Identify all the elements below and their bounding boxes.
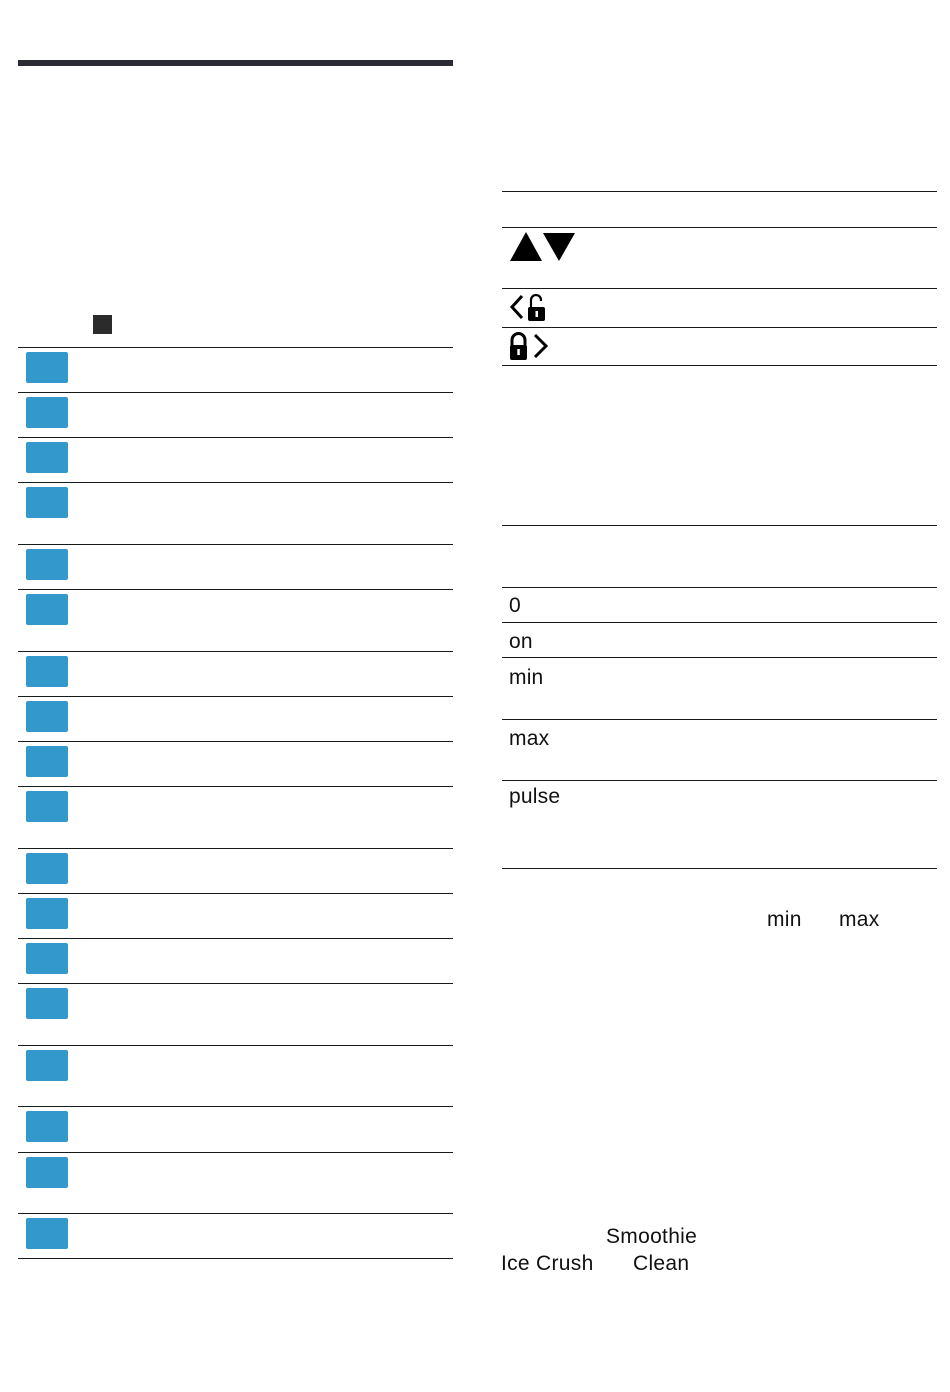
table-rule: [502, 525, 937, 526]
setting-label-zero: 0: [509, 594, 521, 617]
range-min-text: min: [767, 908, 802, 931]
row-divider: [18, 786, 453, 787]
program-clean: Clean: [633, 1252, 690, 1275]
table-rule: [502, 622, 937, 623]
row-divider: [18, 1258, 453, 1259]
row-divider: [18, 1152, 453, 1153]
part-number-badge: [26, 549, 68, 580]
part-number-badge: [26, 988, 68, 1019]
row-divider: [18, 437, 453, 438]
setting-label-min: min: [509, 666, 544, 689]
row-divider: [18, 983, 453, 984]
part-number-badge: [26, 594, 68, 625]
table-rule: [502, 587, 937, 588]
part-number-badge: [26, 1050, 68, 1081]
row-divider: [18, 482, 453, 483]
part-number-badge: [26, 397, 68, 428]
table-rule: [502, 719, 937, 720]
part-number-badge: [26, 791, 68, 822]
row-divider: [18, 589, 453, 590]
row-divider: [18, 938, 453, 939]
part-number-badge: [26, 352, 68, 383]
table-rule: [502, 227, 937, 228]
row-divider: [18, 1106, 453, 1107]
unlock-icon: [509, 292, 549, 324]
part-number-badge: [26, 943, 68, 974]
row-divider: [18, 651, 453, 652]
table-rule: [502, 657, 937, 658]
row-divider: [18, 392, 453, 393]
table-rule: [502, 365, 937, 366]
range-max-text: max: [839, 908, 880, 931]
part-number-badge: [26, 898, 68, 929]
part-number-badge: [26, 442, 68, 473]
part-number-badge: [26, 746, 68, 777]
part-number-badge: [26, 1218, 68, 1249]
part-number-badge: [26, 1111, 68, 1142]
table-rule: [502, 780, 937, 781]
row-divider: [18, 347, 453, 348]
row-divider: [18, 1213, 453, 1214]
table-rule: [502, 191, 937, 192]
row-divider: [18, 544, 453, 545]
part-number-badge: [26, 1157, 68, 1188]
row-divider: [18, 893, 453, 894]
part-number-badge: [26, 487, 68, 518]
up-down-arrows-icon: [509, 231, 577, 263]
table-rule: [502, 288, 937, 289]
setting-label-max: max: [509, 727, 550, 750]
table-rule: [502, 327, 937, 328]
header-rule: [18, 60, 453, 66]
row-divider: [18, 741, 453, 742]
row-divider: [18, 848, 453, 849]
program-smoothie: Smoothie: [606, 1225, 698, 1248]
setting-label-on: on: [509, 630, 533, 653]
table-rule: [502, 868, 937, 869]
part-number-badge: [26, 701, 68, 732]
row-divider: [18, 696, 453, 697]
lock-icon: [509, 331, 551, 363]
stop-square-icon: [93, 315, 112, 334]
part-number-badge: [26, 853, 68, 884]
program-ice-crush: Ice Crush: [501, 1252, 594, 1275]
row-divider: [18, 1045, 453, 1046]
part-number-badge: [26, 656, 68, 687]
setting-label-pulse: pulse: [509, 785, 561, 808]
